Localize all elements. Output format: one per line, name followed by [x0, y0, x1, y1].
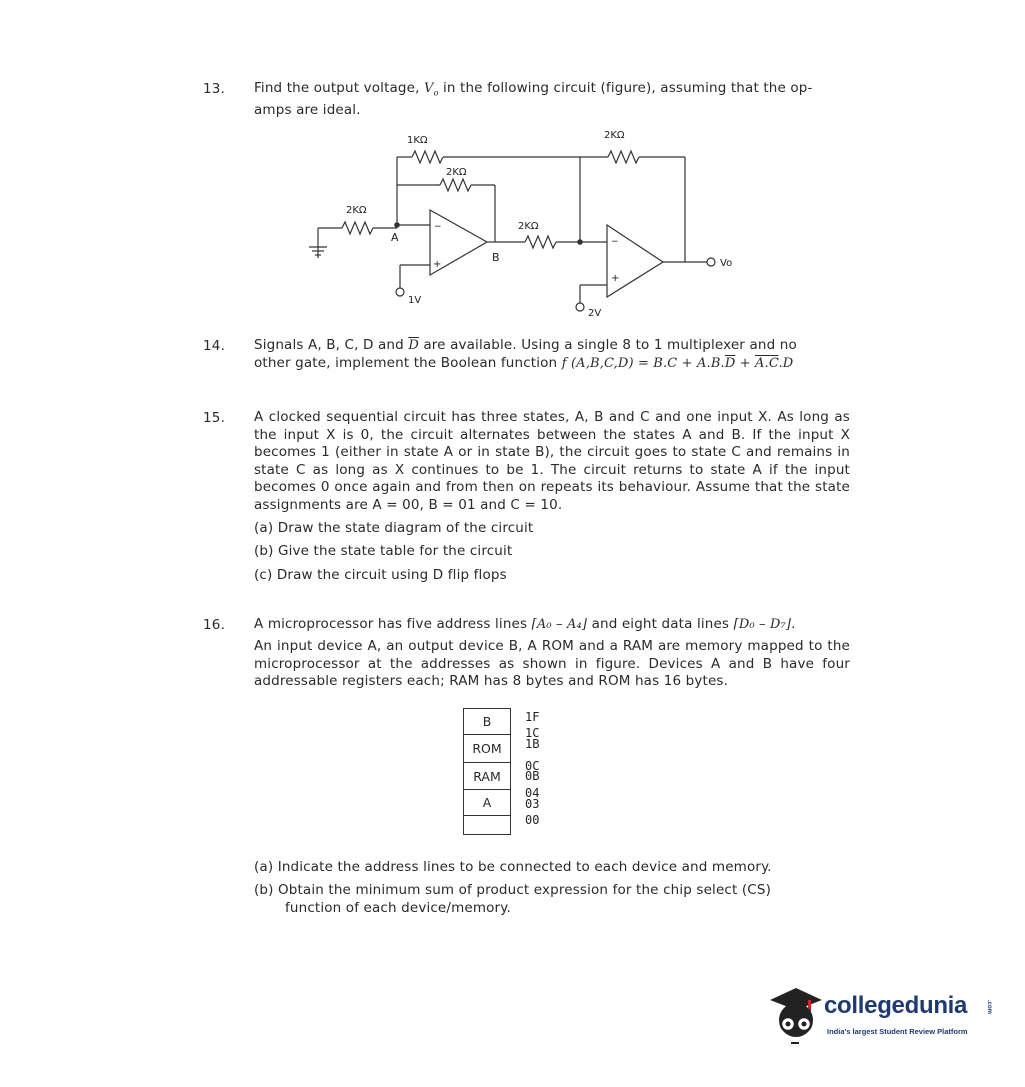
- address-0b: 0B: [525, 769, 540, 783]
- opamp-2: [607, 225, 663, 297]
- vout-terminal: [707, 258, 715, 266]
- label-r-middle: 2KΩ: [518, 221, 539, 232]
- opamp-circuit-diagram: [290, 125, 750, 325]
- address-0c: 0C: [525, 759, 540, 773]
- address-03: 03: [525, 797, 540, 811]
- question-16-number: 16.: [203, 617, 226, 633]
- label-vout: Vo: [720, 258, 733, 269]
- address-1c: 1C: [525, 726, 540, 740]
- address-1f: 1F: [525, 710, 540, 724]
- label-r-top-right: 2KΩ: [604, 130, 625, 141]
- opamp-2-minus: −: [611, 237, 619, 247]
- question-13-text: Find the output voltage, $V_o$ in the following circuit (figure), assuming that the op- amps are ideal.: [254, 80, 813, 119]
- question-15-part-b: (b) Give the state table for the circuit: [254, 543, 513, 559]
- label-1v: 1V: [408, 295, 422, 306]
- opamp-1-minus: −: [434, 222, 442, 232]
- logo-tld: .com: [986, 1000, 992, 1015]
- vo-symbol: $V_o$: [424, 81, 439, 98]
- resistor-top-left: [412, 151, 443, 163]
- label-r-top-left: 1KΩ: [407, 135, 428, 146]
- resistor-feedback: [440, 179, 471, 191]
- label-r-feedback: 2KΩ: [446, 167, 467, 178]
- memory-block-a: A: [464, 790, 511, 816]
- address-00: 00: [525, 813, 540, 827]
- question-13-number: 13.: [203, 81, 226, 97]
- source-1v-terminal: [396, 288, 404, 296]
- logo-mascot-icon: [766, 980, 824, 1050]
- question-15-paragraph: A clocked sequential circuit has three states, A, B and C and one input X. As long as the input X is 0, the circuit alternates between the states A and B. If the input X becomes 1 (either in state A or in state B), the circuit goes to state C and remains in state C as long as X continues to be 1. The circuit returns to state A if the input becomes 0 once again and from then on repeats its behaviour. Assume that the state assignments are A = 00, B = 01 and C = 10.: [254, 409, 850, 513]
- question-15-number: 15.: [203, 410, 226, 426]
- label-2v: 2V: [588, 308, 602, 319]
- logo-tagline: India's largest Student Review Platform: [827, 1027, 968, 1036]
- memory-block-b: B: [464, 709, 511, 735]
- source-2v-terminal: [576, 303, 584, 311]
- memory-block-blank: [464, 816, 511, 835]
- question-15-part-a: (a) Draw the state diagram of the circuit: [254, 520, 534, 536]
- question-16-part-a: (a) Indicate the address lines to be connected to each device and memory.: [254, 859, 772, 875]
- collegedunia-logo[interactable]: [766, 980, 996, 1050]
- label-r-input: 2KΩ: [346, 205, 367, 216]
- question-14-number: 14.: [203, 338, 226, 354]
- data-range: ⌈D₀ – D₇⌋: [733, 617, 792, 632]
- question-14-text: Signals A, B, C, D and $\overline{D}$ are available. Using a single 8 to 1 multiplexer and no other gate, implement the Boolean function f $(A,B,C,D) = B.C + A.B.\overline{D} + A.C.D$: [254, 337, 797, 371]
- d-bar: $\overline{D}$: [408, 338, 419, 353]
- resistor-top-right: [608, 151, 639, 163]
- resistor-input: [342, 222, 373, 234]
- memory-block-ram: RAM: [464, 763, 511, 790]
- memory-block-rom: ROM: [464, 735, 511, 763]
- resistor-middle: [525, 236, 556, 248]
- opamp-1-plus: +: [433, 259, 442, 270]
- question-16-line-1: A microprocessor has five address lines ⌈A₀ – A₄⌋ and eight data lines ⌈D₀ – D₇⌋.: [254, 616, 796, 632]
- question-16-paragraph: An input device A, an output device B, A ROM and a RAM are memory mapped to the microprocessor at the addresses as shown in figure. Devices A and B have four addressable registers each; RAM has 8 bytes and ROM has 16 bytes.: [254, 638, 850, 689]
- question-15-part-c: (c) Draw the circuit using D flip flops: [254, 567, 507, 583]
- opamp-2-plus: +: [611, 273, 620, 284]
- label-node-a: A: [391, 231, 399, 244]
- question-16-part-b: (b) Obtain the minimum sum of product expression for the chip select (CS) function of each device/memory.: [254, 882, 771, 916]
- label-node-b: B: [492, 251, 500, 264]
- address-range: ⌈A₀ – A₄⌋: [531, 617, 588, 632]
- boolean-function: f $(A,B,C,D) = B.C + A.B.\overline{D} + A.C.D$: [561, 355, 794, 371]
- address-1b: 1B: [525, 737, 540, 751]
- address-04: 04: [525, 786, 540, 800]
- logo-wordmark: collegedunia: [824, 992, 968, 1019]
- memory-map-table: [463, 708, 511, 835]
